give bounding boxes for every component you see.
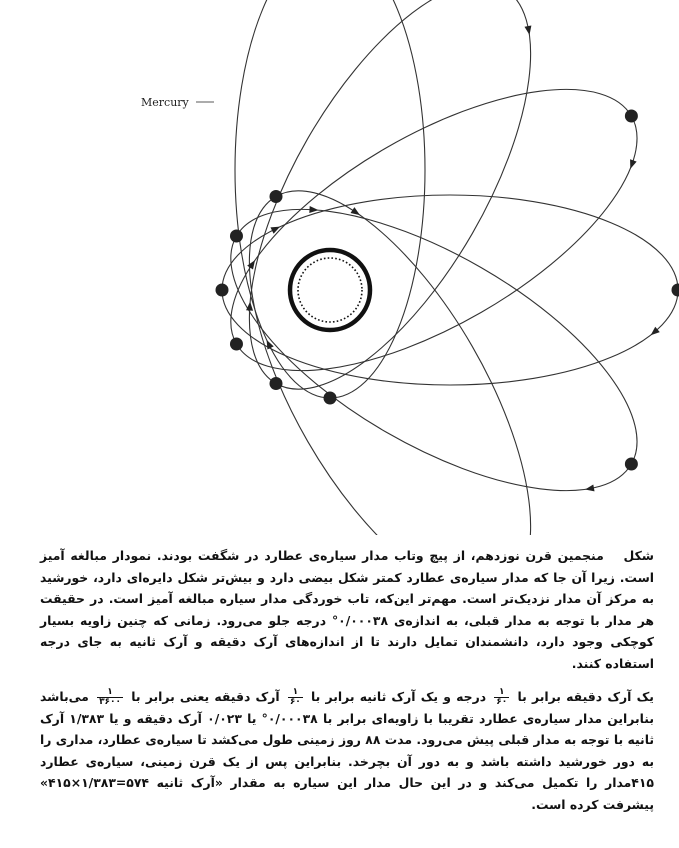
- fraction-one-3600: $\frac{۱}{۳۶۰۰}$: [99, 687, 122, 707]
- planet-dot: [230, 338, 243, 351]
- caption-paragraph: [40, 545, 654, 674]
- p2-part1: یک آرک دقیقه برابر با: [517, 689, 654, 704]
- paragraph-two: [40, 686, 654, 815]
- fraction-one-sixtieth: $\frac{۱}{۶۰}$: [496, 687, 508, 707]
- body-text: [40, 545, 654, 815]
- orbit-arrow: [627, 159, 637, 170]
- caption-text: منجمین قرن نوزدهم، از پیچ وتاب مدار سیاره‌ی عطارد در شگفت بودند. نمودار مبالغه آمیز است. زیرا آن جا که مدار سیاره‌ی عطارد کمتر شکل بیضی دارد و بیش‌تر شکل دایره‌ای دارد، خورشید به مرکز آن مدار نزدیک‌تر است. مهم‌تر این‌که، تاب خوردگی مدار سیاره مبالغه آمیز است. در حقیقت هر مدار با توجه به مدار قبلی، به اندازه‌ی ۰/۰۰۰۳۸° درجه جلو می‌رود. زمانی که چنین زاویه بسیار کوچکی وجود دارد، دانشمندان تمایل دارند تا از اندازه‌های آرک دقیقه و آرک ثانیه به جای درجه استفاده کنند.: [40, 548, 655, 671]
- planet-dot: [625, 458, 638, 471]
- orbit-ellipses: [189, 0, 679, 535]
- orbit-arrow: [270, 223, 281, 233]
- p2-part3: آرک دقیقه یعنی برابر با: [131, 689, 280, 704]
- planet-dot: [216, 284, 229, 297]
- caption-label: شکل: [623, 548, 654, 563]
- planet-dot: [324, 392, 337, 405]
- planet-dot: [230, 230, 243, 243]
- sun-ring-outer: [290, 250, 370, 330]
- p2-part4: می‌باشد بنابراین مدار سیاره‌ی عطارد تقریبا با زاویه‌ای برابر با ۰/۰۰۰۳۸° یا ۰/۰۲۳ آرک دقیقه و یا ۱/۳۸۳ آرک ثانیه با توجه به مدار قبلی پیش می‌رود. مدت ۸۸ روز زمینی طول می‌کشد تا سیاره‌ی عطارد، مداری را به دور خورشید داشته باشد و به دور آن بچرخد. بنابراین پس از یک قرن زمینی، سیاره‌ی عطارد ۴۱۵مدار را تکمیل می‌کند و در این حال مدار این سیاره به مقدار «آرک ثانیه ۵۷۴=۱/۳۸۳×۴۱۵» پیشرفت کرده است.: [40, 689, 654, 812]
- orbit-ellipse: [235, 0, 425, 398]
- fraction-one-sixtieth-b: $\frac{۱}{۶۰}$: [289, 687, 301, 707]
- planet-dot: [270, 190, 283, 203]
- planet-dot: [625, 110, 638, 123]
- orbit-ellipse: [189, 34, 679, 427]
- orbit-arrow: [524, 25, 532, 35]
- orbit-ellipse: [194, 0, 587, 431]
- orbit-arrow: [584, 484, 594, 492]
- sun-ring-inner: [298, 258, 362, 322]
- planet-positions: [216, 0, 679, 535]
- p2-part2: درجه و یک آرک ثانیه برابر با: [311, 689, 487, 704]
- planet-dot: [270, 377, 283, 390]
- sun: [290, 250, 370, 330]
- label-mercury: Mercury: [141, 96, 189, 109]
- orbit-ellipse: [194, 149, 587, 535]
- planet-dot: [672, 284, 679, 297]
